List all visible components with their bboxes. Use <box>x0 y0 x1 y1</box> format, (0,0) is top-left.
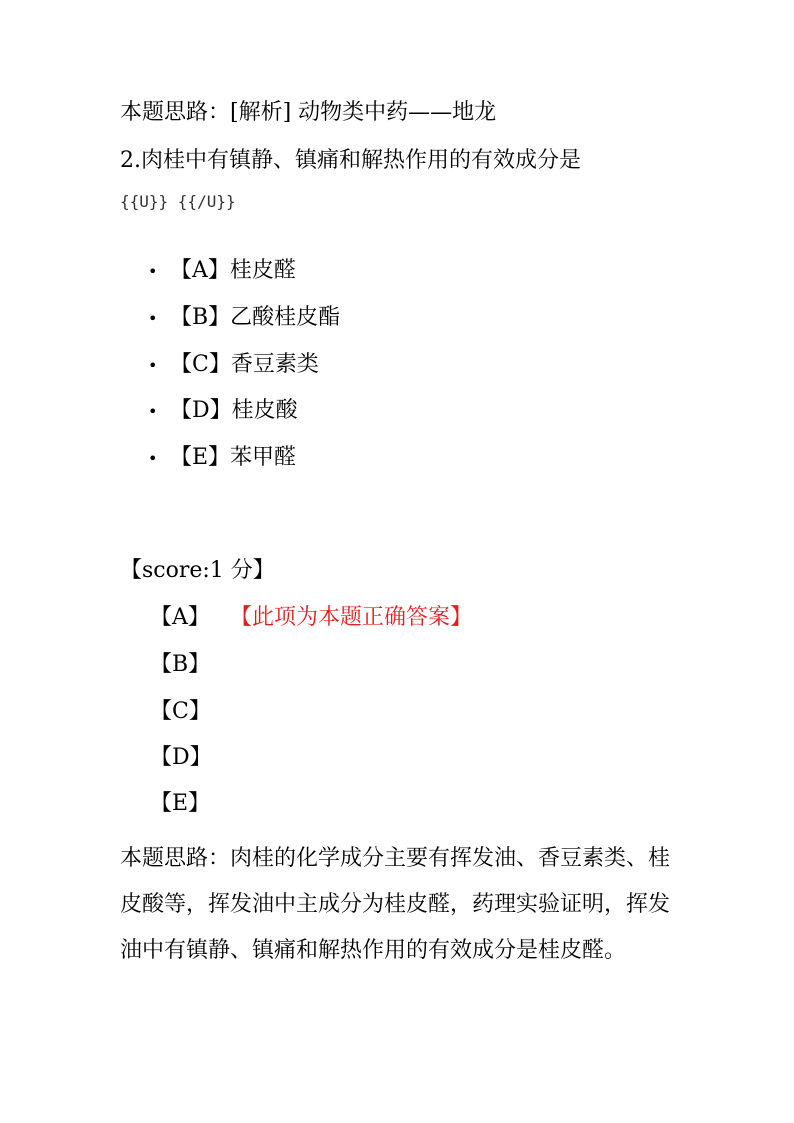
option-label: 【C】香豆素类 <box>170 352 319 377</box>
answer-item-a: 【A】 <box>150 605 210 630</box>
option-item-e <box>148 443 296 473</box>
bullet-icon: • <box>148 402 158 421</box>
correct-answer-note: 【此项为本题正确答案】 <box>230 605 473 630</box>
score-label: 【score:1 分】 <box>120 558 275 583</box>
question-placeholder: {{U}} {{/U}} <box>120 192 236 211</box>
option-label: 【D】桂皮酸 <box>170 398 298 423</box>
option-item-a <box>148 256 296 286</box>
question-text: 2.肉桂中有镇静、镇痛和解热作用的有效成分是 <box>120 148 581 173</box>
answer-item-d: 【D】 <box>150 745 212 770</box>
bullet-icon: • <box>148 262 158 281</box>
previous-explanation: 本题思路：[解析] 动物类中药——地龙 <box>120 100 497 125</box>
explanation-paragraph: 本题思路：肉桂的化学成分主要有挥发油、香豆素类、桂皮酸等，挥发油中主成分为桂皮醛，药理实验证明，挥发油中有镇静、镇痛和解热作用的有效成分是桂皮醛。 <box>120 846 671 963</box>
bullet-icon: • <box>148 449 158 468</box>
option-item-b <box>148 303 340 333</box>
option-label: 【E】苯甲醛 <box>170 445 297 470</box>
answer-item-c: 【C】 <box>150 699 211 724</box>
option-label: 【A】桂皮醛 <box>170 258 296 283</box>
bullet-icon: • <box>148 356 158 375</box>
option-item-c <box>148 350 319 380</box>
answer-item-e: 【E】 <box>150 791 211 816</box>
answer-item-b: 【B】 <box>150 652 211 677</box>
option-label: 【B】乙酸桂皮酯 <box>170 305 341 330</box>
option-item-d <box>148 396 298 426</box>
bullet-icon: • <box>148 309 158 328</box>
